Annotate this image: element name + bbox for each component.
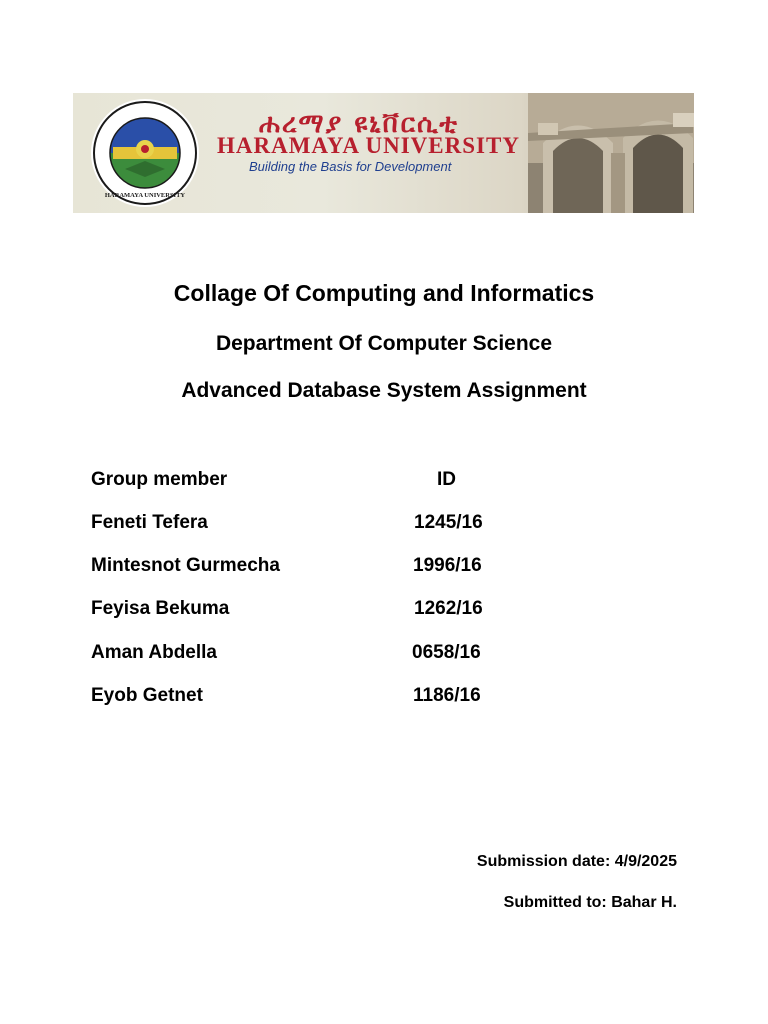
campus-gate-image [528,93,694,213]
assignment-title: Advanced Database System Assignment [181,379,587,402]
member-id: 1996/16 [413,555,482,576]
member-id: 0658/16 [412,642,481,663]
member-id: 1186/16 [413,685,481,706]
university-seal-logo [91,99,199,207]
university-name-amharic: ሐረማያ ዩኒቨርሲቲ [259,109,459,139]
university-tagline: Building the Basis for Development [249,159,452,174]
table-header-member: Group member [91,469,228,490]
member-name: Mintesnot Gurmecha [91,555,280,576]
member-name: Eyob Getnet [91,685,203,706]
member-name: Feneti Tefera [91,512,208,533]
member-id: 1245/16 [414,512,483,533]
department-title: Department Of Computer Science [215,332,553,355]
table-header-id: ID [437,469,456,490]
university-banner [73,93,694,213]
member-name: Aman Abdella [91,642,217,663]
member-name: Feyisa Bekuma [91,598,230,619]
submission-date: Submission date: 4/9/2025 [476,853,677,870]
college-title: Collage Of Computing and Informatics [173,280,595,306]
university-name: HARAMAYA UNIVERSITY [217,133,520,158]
submitted-to: Submitted to: Bahar H. [503,894,677,911]
seal-lettering: HARAMAYA UNIVERSITY [104,192,186,199]
member-id: 1262/16 [414,598,483,619]
